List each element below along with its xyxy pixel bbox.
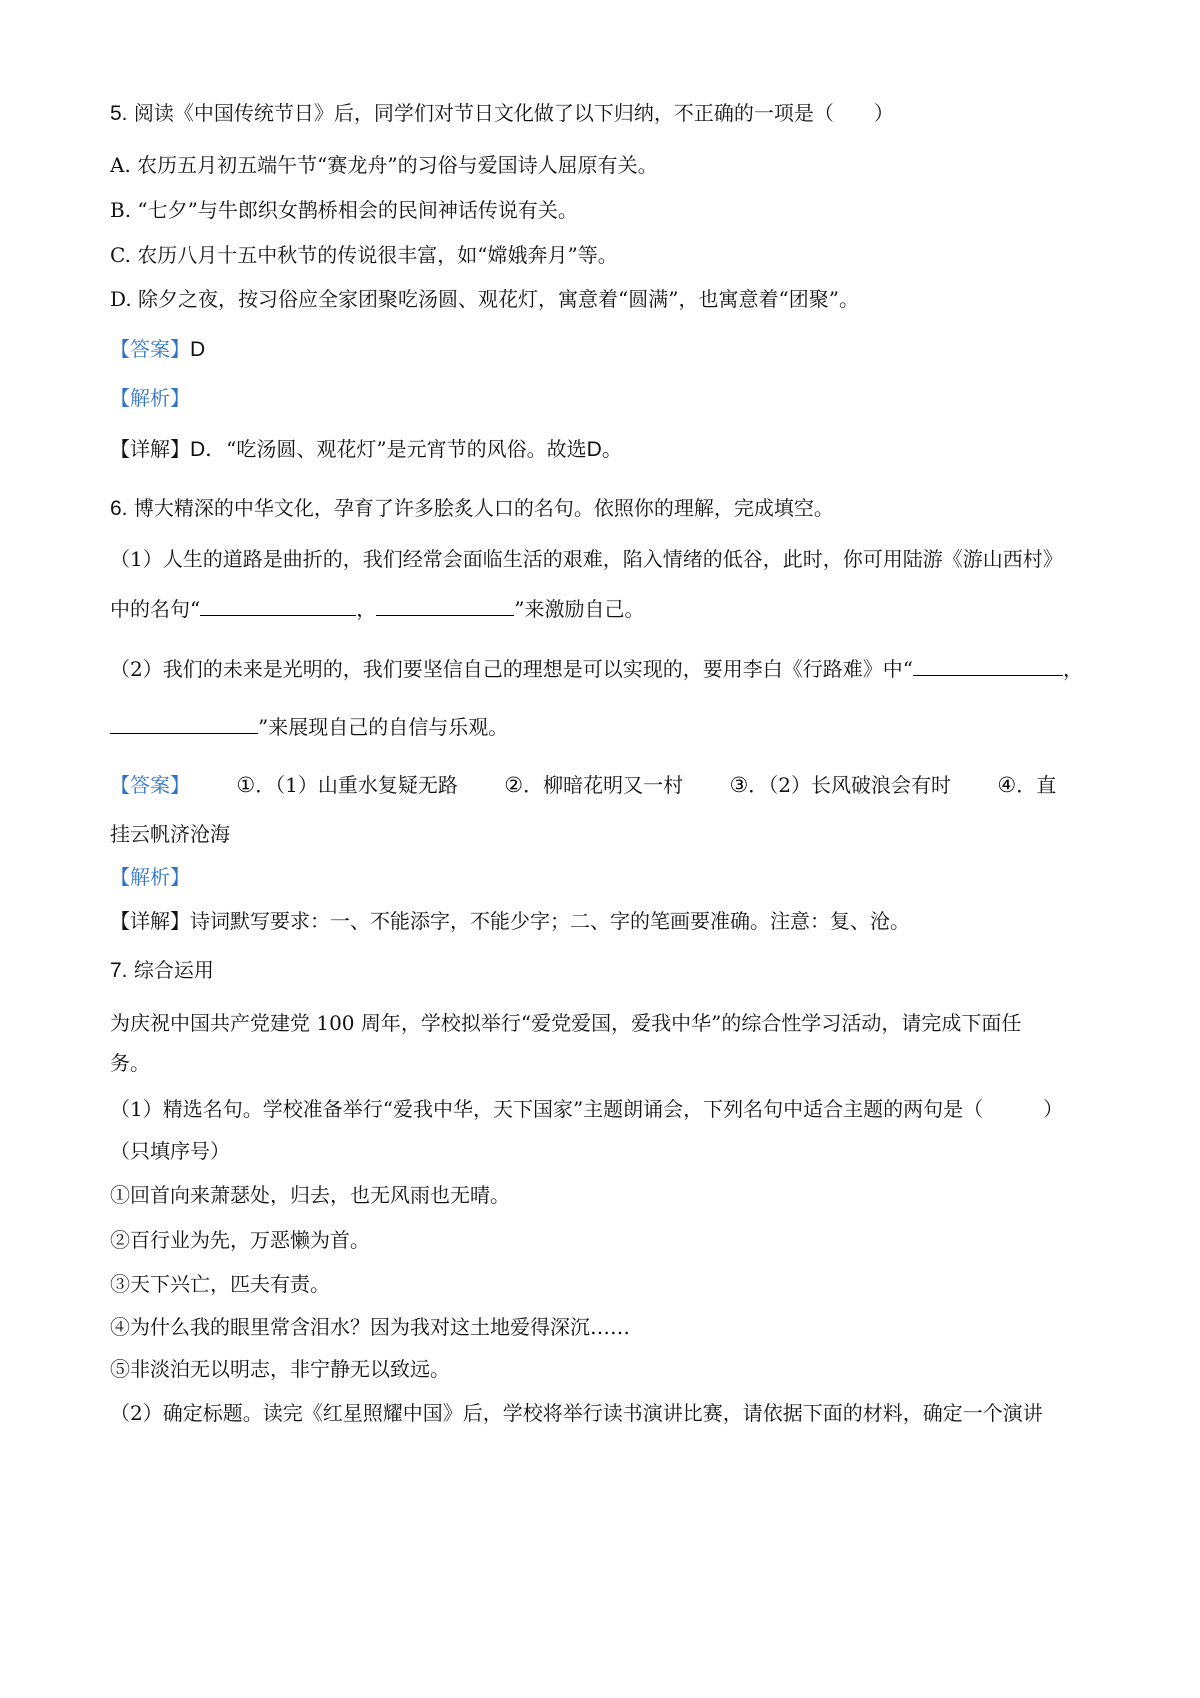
list-item: ⑤非淡泊无以明志，非宁静无以致远。 — [110, 1357, 450, 1381]
q5-option-a — [110, 152, 658, 178]
q6-stem-text: 博大精深的中华文化，孕育了许多脍炙人口的名句。依照你的理解，完成填空。 — [133, 496, 834, 520]
option-label: D. — [110, 287, 132, 311]
fill-blank[interactable] — [110, 715, 258, 734]
list-item: ③天下兴亡，匹夫有责。 — [110, 1272, 330, 1296]
detail-text: 诗词默写要求：一、不能添字，不能少字；二、字的笔画要准确。注意：复、沧。 — [190, 909, 910, 933]
q7-part2-line1 — [110, 1400, 1043, 1426]
q5-option-b — [110, 197, 578, 223]
q6-part2-suffix: ”来展现自己的自信与乐观。 — [258, 715, 509, 739]
analysis-tag: 【解析】 — [110, 386, 190, 410]
fill-blank[interactable] — [913, 657, 1063, 676]
q5-number: 5. — [110, 102, 128, 125]
q6-detail — [110, 908, 910, 934]
list-item: ②百行业为先，万恶懒为首。 — [110, 1228, 370, 1252]
q5-stem-text: 阅读《中国传统节日》后，同学们对节日文化做了以下归纳，不正确的一项是（ ） — [133, 101, 894, 125]
detail-tag: 【详解】 — [110, 909, 190, 933]
q6-part2-line2 — [110, 714, 508, 740]
q5-answer — [110, 336, 205, 363]
option-text: 除夕之夜，按习俗应全家团聚吃汤圆、观花灯，寓意着“圆满”，也寓意着“团聚”。 — [138, 287, 859, 311]
detail-tag: 【详解】 — [110, 437, 190, 461]
q6-stem — [110, 495, 834, 522]
answer-mark: ② — [504, 774, 524, 797]
q6-part2-separator: ， — [1062, 657, 1083, 681]
q5-option-c — [110, 242, 618, 268]
q7-part2-text: （2）确定标题。读完《红星照耀中国》后，学校将举行读书演讲比赛，请依据下面的材料，确定一个演讲 — [110, 1401, 1043, 1425]
q6-part1-line2 — [110, 596, 644, 622]
q7-number: 7. — [110, 959, 128, 982]
option-label: C. — [110, 243, 131, 267]
answer-text: 挂云帆济沧海 — [110, 822, 230, 846]
q7-item-5 — [110, 1356, 450, 1382]
q6-number: 6. — [110, 497, 128, 520]
q7-item-2 — [110, 1227, 370, 1253]
answer-mark: ① — [236, 774, 256, 797]
answer-text: ．柳暗花明又一村 — [523, 773, 684, 797]
q6-part2-line1 — [110, 656, 1083, 682]
answer-value: D — [190, 338, 206, 361]
answer-text: ．直 — [1016, 773, 1057, 797]
q7-item-3 — [110, 1271, 330, 1297]
option-text: 农历五月初五端午节“赛龙舟”的习俗与爱国诗人屈原有关。 — [137, 153, 658, 177]
option-text: 农历八月十五中秋节的传说很丰富，如“嫦娥奔月”等。 — [137, 243, 618, 267]
q7-part1-text: （1）精选名句。学校准备举行“爱我中华，天下国家”主题朗诵会，下列名句中适合主题的两句是（ ） — [110, 1097, 1064, 1121]
fill-blank[interactable] — [376, 597, 514, 616]
analysis-tag: 【解析】 — [110, 865, 190, 889]
q7-intro-text: 为庆祝中国共产党建党 100 周年，学校拟举行“爱党爱国，爱我中华”的综合性学习活动，请完成下面任 — [110, 1011, 1022, 1035]
q5-detail — [110, 436, 623, 463]
answer-text: ．（1）山重水复疑无路 — [255, 773, 458, 797]
q6-analysis — [110, 864, 190, 890]
list-item: ④为什么我的眼里常含泪水？因为我对这土地爱得深沉…… — [110, 1315, 630, 1339]
answer-mark: ④ — [997, 774, 1017, 797]
detail-prefix: D． — [190, 438, 227, 461]
list-item: ①回首向来萧瑟处，归去，也无风雨也无晴。 — [110, 1183, 510, 1207]
option-text: “七夕”与牛郎织女鹊桥相会的民间神话传说有关。 — [137, 198, 578, 222]
q7-item-4 — [110, 1314, 630, 1340]
option-label: B. — [110, 198, 132, 222]
detail-text: “吃汤圆、观花灯”是元宵节的风俗。故选 — [226, 437, 587, 461]
q5-stem — [110, 100, 894, 127]
q5-option-d — [110, 286, 859, 312]
answer-text: ．（2）长风破浪会有时 — [748, 773, 952, 797]
answer-tag: 【答案】 — [110, 337, 190, 361]
q6-answer-continued — [110, 821, 230, 847]
q6-part1-prefix: 中的名句“ — [110, 597, 201, 621]
detail-suffix: D。 — [586, 438, 623, 461]
q7-part1-line2 — [110, 1138, 230, 1164]
q7-item-1 — [110, 1182, 510, 1208]
q7-intro-line2 — [110, 1050, 150, 1076]
q7-intro-line1 — [110, 1010, 1021, 1036]
q7-title — [110, 957, 214, 984]
fill-blank[interactable] — [200, 597, 356, 616]
q6-part1-text: （1）人生的道路是曲折的，我们经常会面临生活的艰难，陷入情绪的低谷，此时，你可用陆游《游山西村》 — [110, 547, 1063, 571]
q5-analysis — [110, 385, 190, 411]
q6-answer — [110, 772, 1056, 799]
q7-part1-line1 — [110, 1096, 1063, 1122]
q6-part1-separator: ， — [356, 597, 377, 621]
q6-part1-line1 — [110, 546, 1063, 572]
q7-intro-text: 务。 — [110, 1051, 150, 1075]
q7-part1-note: （只填序号） — [110, 1139, 230, 1163]
q6-part1-suffix: ”来激励自己。 — [514, 597, 645, 621]
q6-part2-prefix: （2）我们的未来是光明的，我们要坚信自己的理想是可以实现的，要用李白《行路难》中“ — [110, 657, 913, 681]
q7-title-text: 综合运用 — [133, 958, 214, 982]
answer-mark: ③ — [729, 774, 749, 797]
answer-tag: 【答案】 — [110, 773, 190, 797]
option-label: A. — [110, 153, 131, 177]
